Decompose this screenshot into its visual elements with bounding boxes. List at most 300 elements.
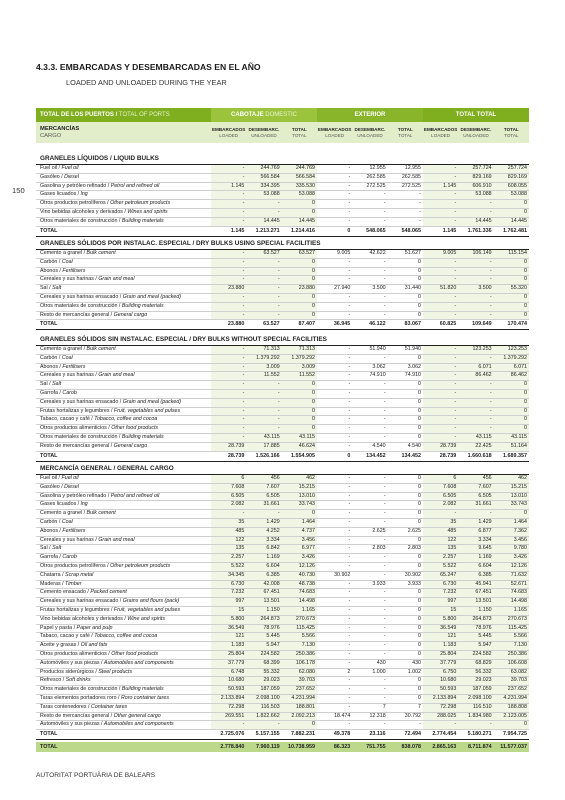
table-cell: 115.154: [494, 250, 529, 258]
table-section: [36, 463, 529, 740]
row-label-en: Bulk cement: [86, 250, 116, 256]
table-row: [36, 312, 529, 321]
row-label-es: Sal /: [40, 285, 51, 292]
table-cell: -: [348, 173, 351, 180]
table-cell: -: [211, 312, 246, 320]
row-label-en: Grain and meal: [98, 372, 135, 379]
table-cell: -: [458, 425, 493, 433]
table-cell: -: [348, 721, 351, 728]
table-cell: -: [348, 659, 351, 666]
table-cell: 0: [418, 389, 421, 396]
table-cell: 56.332: [458, 669, 493, 677]
table-cell: 14.445: [246, 218, 281, 226]
row-label-en: Grain and meal (packed): [122, 398, 182, 405]
table-cell: 430: [376, 659, 386, 666]
row-label-es: Resto de mercancías general /: [40, 311, 113, 318]
table-cell: -: [383, 598, 386, 605]
table-cell: 28.739: [211, 443, 246, 451]
table-cell: 3.062: [372, 363, 386, 370]
table-cell: -: [211, 381, 246, 389]
table-cell: 0: [282, 276, 317, 284]
table-cell: -: [423, 364, 458, 372]
table-cell: 28.739: [227, 452, 245, 459]
row-label: [36, 713, 211, 721]
table-cell: 224.582: [246, 651, 281, 659]
table-cell: -: [211, 174, 246, 182]
table-cell: 106.608: [494, 660, 529, 668]
row-label-es: Refresco /: [40, 677, 65, 684]
table-cell: -: [348, 258, 351, 265]
table-cell: -: [423, 165, 458, 173]
table-cell: 224.582: [458, 651, 493, 659]
table-cell: 4.737: [282, 528, 317, 536]
row-label: [36, 294, 211, 302]
table-cell: 0: [418, 433, 421, 440]
table-cell: 257.724: [458, 165, 493, 173]
table-cell: 2.625: [407, 527, 421, 534]
table-cell: -: [246, 425, 281, 433]
row-label-en: Steel products: [98, 668, 133, 675]
table-row: [36, 554, 529, 563]
table-header-columns: [36, 122, 529, 143]
table-row: [36, 616, 529, 625]
table-cell: 121: [211, 633, 246, 641]
table-cell: 237.652: [282, 686, 317, 694]
table-cell: 43.115: [246, 434, 281, 442]
row-label-en: Building materials: [121, 433, 164, 440]
row-label-es: Sal /: [40, 545, 51, 552]
table-cell: 0: [418, 501, 421, 508]
table-cell: 6.505: [246, 493, 281, 501]
row-label-es: Gases licuados /: [40, 501, 80, 508]
table-cell: 15: [211, 607, 246, 615]
table-cell: 1.379.292: [494, 355, 529, 363]
table-cell: 14.445: [494, 218, 529, 226]
row-label-es: Otros productos alimenticios /: [40, 650, 110, 657]
table-cell: -: [383, 571, 386, 578]
table-cell: 6.730: [423, 581, 458, 589]
table-row: [36, 669, 529, 678]
table-row: [36, 598, 529, 607]
header-mercancias: MERCANCÍAS: [40, 125, 80, 132]
row-label: [36, 364, 211, 372]
table-cell: 0: [418, 302, 421, 309]
table-cell: 1.002: [407, 668, 421, 675]
table-cell: -: [383, 510, 386, 517]
row-label: [36, 355, 211, 363]
table-row: [36, 183, 529, 192]
table-cell: -: [348, 686, 351, 693]
row-label: [36, 416, 211, 424]
row-label-es: Fuel oil /: [40, 475, 61, 481]
row-label-es: Carbón /: [40, 258, 61, 265]
row-label-es: Vino bebidas alcoholes y derivados /: [40, 615, 126, 622]
table-cell: 1.145: [423, 183, 458, 191]
table-cell: 566.584: [246, 174, 281, 182]
table-cell: -: [246, 416, 281, 424]
table-cell: 23.880: [282, 285, 317, 293]
table-cell: 0: [282, 416, 317, 424]
table-cell: -: [211, 200, 246, 208]
table-cell: 35: [211, 519, 246, 527]
row-label-en: Grain and meal (packed): [122, 293, 182, 300]
table-cell: -: [383, 191, 386, 198]
row-label: [36, 642, 211, 650]
table-cell: -: [458, 209, 493, 217]
table-cell: -: [211, 346, 246, 354]
table-cell: 51.940: [369, 346, 386, 352]
column-header-es: TOTAL: [503, 126, 519, 132]
header-cabotaje: [211, 108, 317, 122]
row-label: [36, 165, 211, 173]
table-row: [36, 537, 529, 546]
table-row: [36, 572, 529, 581]
row-label-en: Fertilisers: [62, 363, 86, 370]
table-cell: 50.593: [211, 686, 246, 694]
table-cell: 0: [418, 589, 421, 596]
table-cell: -: [246, 390, 281, 398]
table-cell: -: [348, 302, 351, 309]
row-label: [36, 381, 211, 389]
table-cell: 30.792: [404, 712, 421, 719]
table-cell: 17.885: [246, 443, 281, 451]
table-cell: 11.577.037: [500, 744, 527, 750]
table-cell: 10.680: [423, 677, 458, 685]
row-label-en: Paper and pulp: [76, 624, 113, 631]
column-header: [458, 122, 493, 143]
table-cell: -: [383, 624, 386, 631]
table-cell: 0: [282, 268, 317, 276]
table-cell: 12.955: [369, 165, 386, 171]
table-cell: 74.910: [404, 372, 421, 379]
table-cell: 0: [282, 721, 317, 729]
row-label: [36, 537, 211, 545]
table-cell: 829.169: [494, 174, 529, 182]
table-cell: -: [348, 165, 351, 171]
table-cell: 28.739: [439, 452, 457, 459]
table-row: [36, 519, 529, 528]
table-cell: 1.150: [458, 607, 493, 615]
table-cell: 264.873: [246, 616, 281, 624]
table-cell: 86.462: [494, 372, 529, 380]
row-label-es: Cereales y sus harinas /: [40, 372, 97, 379]
row-label: [36, 209, 211, 217]
table-cell: -: [348, 433, 351, 440]
table-cell: 11.552: [282, 372, 317, 380]
table-cell: 7.608: [211, 484, 246, 492]
row-label-es: Cereales y sus harinas /: [40, 536, 97, 543]
table-cell: 71.313: [246, 346, 281, 354]
table-cell: 3.500: [458, 285, 493, 293]
table-row: [36, 607, 529, 616]
table-cell: -: [348, 589, 351, 596]
table-cell: -: [423, 434, 458, 442]
row-label-en: Wine and spirits: [127, 615, 166, 622]
table-row: [36, 443, 529, 452]
table-cell: 34.345: [211, 572, 246, 580]
column-header: [211, 122, 246, 143]
table-cell: 0: [418, 633, 421, 640]
table-cell: -: [383, 276, 386, 283]
table-cell: 548.065: [366, 227, 386, 234]
table-cell: -: [246, 276, 281, 284]
table-cell: 6.071: [494, 364, 529, 372]
table-cell: 3.009: [282, 364, 317, 372]
table-cell: 74.683: [282, 589, 317, 597]
table-cell: 3.062: [407, 363, 421, 370]
table-cell: 46.122: [369, 321, 386, 328]
row-label-es: Abonos /: [40, 527, 61, 534]
table-row: [36, 642, 529, 651]
row-label-en: Scrap metal: [65, 571, 94, 578]
table-cell: 257.724: [494, 165, 529, 173]
table-cell: 1.213.271: [255, 227, 280, 234]
table-cell: -: [211, 390, 246, 398]
table-cell: -: [348, 416, 351, 423]
row-label-en: Other food products: [111, 425, 159, 432]
table-cell: 115.425: [282, 625, 317, 633]
row-label-es: Frutas hortalizas y legumbres /: [40, 407, 113, 414]
table-cell: 0: [494, 408, 529, 416]
header-total-ports-es: TOTAL DE LOS PUERTOS /: [40, 112, 118, 118]
table-cell: 3.334: [458, 537, 493, 545]
table-row: [36, 294, 529, 303]
row-label-es: Cemento ensacado /: [40, 589, 89, 596]
table-cell: -: [383, 677, 386, 684]
table-cell: 49.378: [333, 731, 351, 738]
table-cell: 4.252: [246, 528, 281, 536]
table-cell: 6.748: [211, 669, 246, 677]
table-row: [36, 686, 529, 695]
table-cell: 39.703: [282, 677, 317, 685]
table-cell: -: [211, 276, 246, 284]
row-label-en: Bulk cement: [86, 346, 116, 352]
table-cell: 25.804: [423, 651, 458, 659]
table-row: [36, 209, 529, 218]
table-cell: 1.379.292: [246, 355, 281, 363]
row-label: [36, 607, 211, 615]
table-cell: 122: [211, 537, 246, 545]
table-cell: 63.527: [282, 250, 317, 258]
table-cell: -: [458, 303, 493, 311]
row-label-es: Garrofa /: [40, 554, 61, 561]
table-cell: -: [246, 200, 281, 208]
table-cell: 0: [494, 276, 529, 284]
table-cell: -: [423, 191, 458, 199]
table-cell: -: [246, 303, 281, 311]
table-row: [36, 285, 529, 294]
table-cell: -: [348, 554, 351, 561]
table-cell: 63.082: [494, 669, 529, 677]
table-cell: 12.955: [404, 165, 421, 171]
row-label: [36, 625, 211, 633]
table-cell: -: [246, 381, 281, 389]
table-cell: 7.362: [494, 528, 529, 536]
table-cell: 63.527: [246, 250, 281, 258]
table-cell: 0: [282, 294, 317, 302]
table-cell: -: [348, 442, 351, 449]
table-cell: 28.739: [423, 443, 458, 451]
row-label: [36, 686, 211, 694]
column-header-en: LOADED: [325, 132, 345, 138]
table-cell: 3.933: [372, 580, 386, 587]
table-cell: 1.689.357: [502, 452, 527, 459]
column-header: [423, 122, 458, 143]
grand-total-label: TOTAL: [40, 744, 58, 750]
table-cell: 2.092.213: [282, 713, 317, 721]
table-cell: -: [383, 433, 386, 440]
table-cell: 86.462: [458, 372, 493, 380]
table-cell: -: [348, 217, 351, 224]
table-cell: -: [246, 294, 281, 302]
table-cell: 6.842: [246, 545, 281, 553]
table-cell: 87.407: [298, 321, 315, 328]
table-cell: 1.429: [458, 519, 493, 527]
cargo-table: [36, 108, 529, 750]
table-cell: 751.755: [366, 744, 386, 750]
table-cell: 2.082: [423, 501, 458, 509]
table-cell: 33.743: [494, 501, 529, 509]
table-cell: -: [383, 615, 386, 622]
table-cell: -: [348, 606, 351, 613]
table-cell: 14.498: [282, 598, 317, 606]
table-cell: 0: [282, 381, 317, 389]
column-header-en: UNLOADED: [251, 132, 277, 138]
table-cell: -: [348, 694, 351, 701]
table-cell: 264.873: [458, 616, 493, 624]
table-cell: 0: [282, 200, 317, 208]
table-cell: 1.145: [230, 227, 245, 234]
table-cell: -: [348, 510, 351, 517]
table-cell: 485: [423, 528, 458, 536]
table-cell: 10.738.959: [288, 744, 315, 750]
table-cell: -: [348, 191, 351, 198]
table-cell: 6.604: [458, 563, 493, 571]
table-cell: 51.820: [423, 285, 458, 293]
table-row: [36, 510, 529, 519]
table-cell: -: [383, 381, 386, 388]
table-cell: 0: [494, 259, 529, 267]
row-label-es: Automóviles y sus piezas /: [40, 721, 103, 728]
table-cell: -: [348, 381, 351, 388]
table-row: [36, 677, 529, 686]
table-cell: 6.505: [423, 493, 458, 501]
table-cell: 1.822.662: [246, 713, 281, 721]
table-cell: 1.165: [494, 607, 529, 615]
table-cell: 2: [347, 668, 351, 675]
table-cell: 67.451: [458, 589, 493, 597]
table-cell: 0: [418, 483, 421, 490]
table-cell: 5.522: [211, 563, 246, 571]
row-label-es: Gasóleo /: [40, 173, 63, 180]
row-label: [36, 581, 211, 589]
row-label: [36, 545, 211, 553]
table-cell: 134.452: [366, 452, 386, 459]
row-label-en: Automobiles and components: [103, 659, 174, 666]
table-cell: -: [211, 259, 246, 267]
table-cell: 270.673: [494, 616, 529, 624]
table-cell: 250.386: [494, 651, 529, 659]
row-label-es: Gasolina y petróleo refinado /: [40, 182, 110, 189]
row-label: [36, 200, 211, 208]
row-label: [36, 598, 211, 606]
row-label-en: Roro container tares: [120, 694, 169, 701]
table-cell: 7.882.231: [291, 731, 315, 738]
table-cell: -: [348, 372, 351, 379]
row-label: [36, 677, 211, 685]
row-label-es: Productos siderúrgicos /: [40, 668, 97, 675]
table-cell: -: [383, 483, 386, 490]
table-cell: -: [348, 703, 351, 710]
table-cell: 5.445: [458, 633, 493, 641]
table-cell: -: [383, 554, 386, 561]
table-cell: 53.088: [494, 191, 529, 199]
table-cell: 0: [418, 554, 421, 561]
table-cell: 36.945: [333, 321, 351, 328]
row-label: [36, 572, 211, 580]
table-cell: 188.801: [282, 704, 317, 712]
table-cell: 74.910: [369, 372, 386, 379]
table-cell: -: [246, 408, 281, 416]
table-cell: 0: [494, 200, 529, 208]
row-label-en: General cargo: [113, 311, 148, 318]
table-cell: -: [458, 259, 493, 267]
table-cell: 4.540: [372, 442, 386, 449]
table-cell: 74.683: [494, 589, 529, 597]
table-cell: 7: [382, 703, 386, 710]
column-header: [282, 122, 317, 143]
table-cell: 3.426: [494, 554, 529, 562]
table-cell: 6.977: [282, 545, 317, 553]
table-row: [36, 475, 529, 484]
row-label: [36, 408, 211, 416]
table-cell: 31.440: [404, 285, 421, 292]
table-row: [36, 364, 529, 373]
table-cell: 0: [418, 536, 421, 543]
table-cell: 37.779: [423, 660, 458, 668]
row-label-en: Fertilisers: [62, 267, 86, 274]
table-cell: 1.834.980: [458, 713, 493, 721]
table-cell: 13.501: [458, 598, 493, 606]
row-label-en: Container tares: [90, 703, 128, 710]
table-cell: 27.940: [334, 285, 351, 292]
row-label: [36, 484, 211, 492]
row-label: [36, 616, 211, 624]
table-cell: 0: [418, 615, 421, 622]
row-label: [36, 434, 211, 442]
row-label-es: Resto de mercancías general /: [40, 712, 113, 719]
table-cell: 22.425: [458, 443, 493, 451]
row-label-es: Cemento a granel /: [40, 346, 86, 352]
table-cell: -: [419, 721, 421, 728]
total-label: TOTAL: [40, 227, 58, 234]
row-label-en: Other petroleum products: [110, 562, 171, 569]
table-cell: 7: [418, 703, 421, 710]
table-cell: -: [383, 293, 386, 300]
table-cell: -: [383, 267, 386, 274]
table-cell: 0: [418, 475, 421, 481]
table-cell: 9.780: [494, 545, 529, 553]
table-cell: -: [383, 200, 386, 207]
section-title: GRANELES SÓLIDOS POR INSTALAC. ESPECIAL / DRY BULKS USING SPECIAL FACILITIES: [36, 238, 529, 250]
table-cell: 2.257: [211, 554, 246, 562]
row-label-en: Coal: [61, 354, 73, 361]
table-cell: 67.451: [246, 589, 281, 597]
table-cell: -: [348, 208, 351, 215]
column-header-es: EMBARCADOS: [317, 126, 352, 132]
page-title: 4.3.3. EMBARCADAS Y DESEMBARCADAS EN EL AÑO: [36, 62, 261, 72]
table-cell: -: [383, 302, 386, 309]
